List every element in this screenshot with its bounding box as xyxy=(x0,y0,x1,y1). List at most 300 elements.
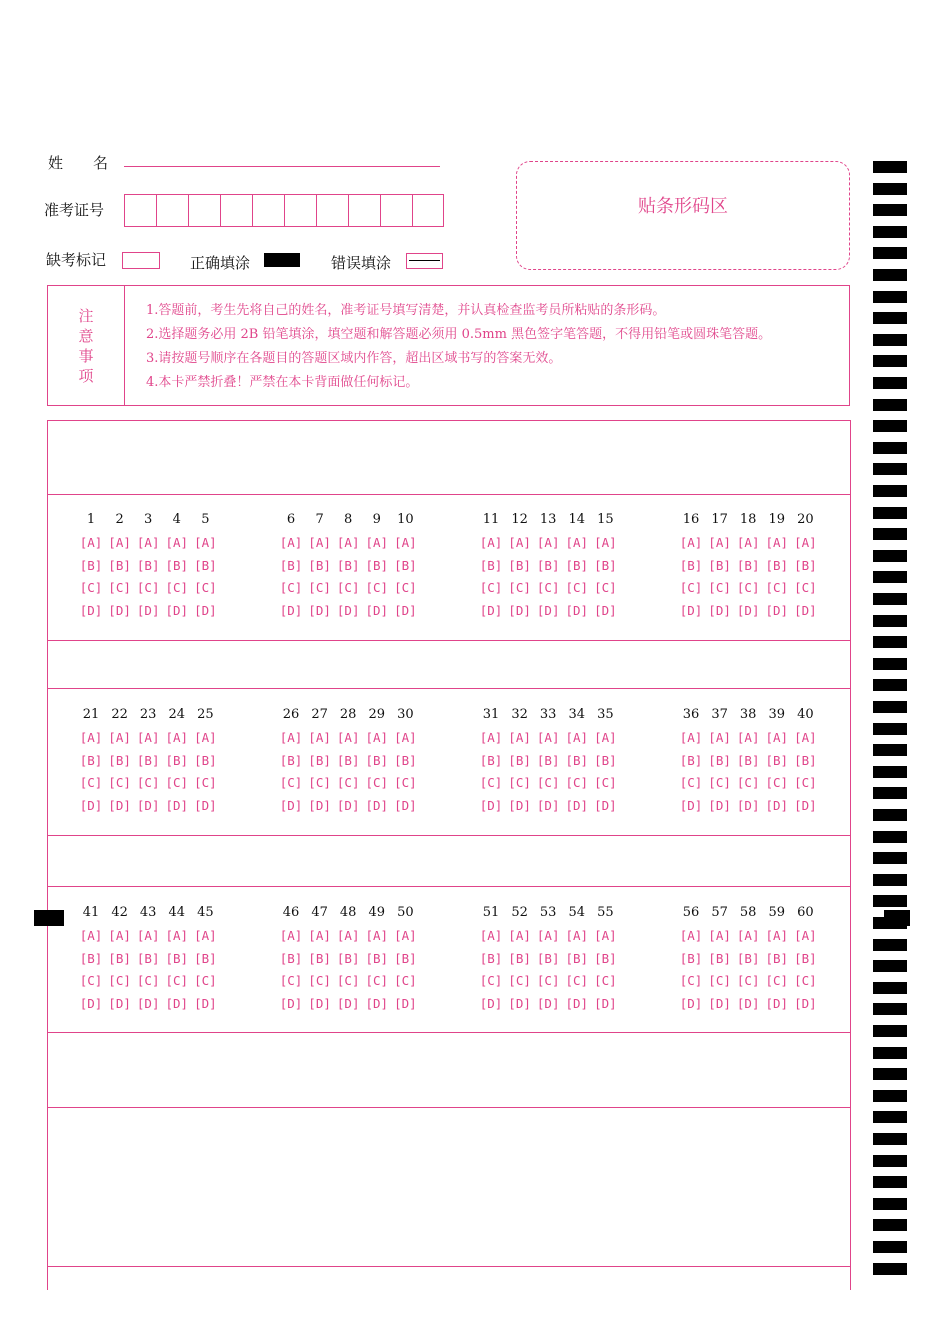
timing-mark xyxy=(873,809,907,821)
answer-option[interactable]: [C] xyxy=(736,973,760,988)
answer-option[interactable]: [C] xyxy=(136,775,160,790)
answer-option[interactable]: [D] xyxy=(194,995,217,1011)
answer-option[interactable]: [D] xyxy=(594,797,617,813)
answer-option[interactable]: [A] xyxy=(479,535,503,550)
answer-option[interactable]: [A] xyxy=(794,535,817,550)
answer-option[interactable]: [C] xyxy=(508,775,531,790)
answer-option[interactable]: [A] xyxy=(794,730,817,745)
answer-option[interactable]: [A] xyxy=(136,928,160,943)
notice-title xyxy=(48,306,124,386)
answer-option[interactable]: [A] xyxy=(708,928,731,943)
question-number: 35 xyxy=(597,707,614,722)
name-field[interactable] xyxy=(124,166,440,167)
answer-option[interactable]: [A] xyxy=(194,535,217,550)
question-number: 18 xyxy=(739,512,757,527)
answer-option[interactable]: [B] xyxy=(594,950,617,966)
answer-option[interactable]: [A] xyxy=(108,535,131,550)
question-number: 23 xyxy=(139,707,157,722)
answer-option[interactable]: [A] xyxy=(794,928,817,943)
answer-option[interactable]: [C] xyxy=(594,973,617,988)
answer-option[interactable]: [C] xyxy=(194,973,217,988)
answer-option[interactable]: [A] xyxy=(394,928,417,943)
answer-option[interactable]: [C] xyxy=(79,973,103,988)
answer-option[interactable]: [B] xyxy=(79,950,103,966)
question-number: 20 xyxy=(797,512,814,527)
question-number: 46 xyxy=(282,905,300,920)
answer-option[interactable]: [B] xyxy=(336,557,360,573)
answer-option[interactable]: [A] xyxy=(508,535,531,550)
answer-option[interactable]: [D] xyxy=(165,995,189,1011)
answer-option[interactable]: [C] xyxy=(794,580,817,595)
answer-option[interactable]: [D] xyxy=(165,797,189,813)
answer-option[interactable]: [C] xyxy=(736,580,760,595)
answer-option[interactable]: [A] xyxy=(136,730,160,745)
answer-option[interactable]: [A] xyxy=(536,730,560,745)
timing-mark xyxy=(873,701,907,713)
answer-option[interactable]: [D] xyxy=(365,995,389,1011)
answer-option[interactable]: [D] xyxy=(508,995,531,1011)
id-label: 准考证号 xyxy=(44,201,105,219)
answer-option[interactable]: [D] xyxy=(136,602,160,618)
answer-option[interactable]: [A] xyxy=(394,730,417,745)
answer-option[interactable]: [B] xyxy=(736,752,760,768)
answer-option[interactable]: [A] xyxy=(194,730,217,745)
question-number: 13 xyxy=(539,512,557,527)
answer-option[interactable]: [C] xyxy=(565,580,589,595)
id-digit-cell[interactable] xyxy=(349,195,381,226)
answer-option[interactable]: [B] xyxy=(794,950,817,966)
answer-option[interactable]: [A] xyxy=(394,535,417,550)
answer-option[interactable]: [B] xyxy=(136,950,160,966)
answer-option[interactable]: [D] xyxy=(736,797,760,813)
answer-option[interactable]: [A] xyxy=(165,730,189,745)
answer-option[interactable]: [B] xyxy=(594,752,617,768)
question-number: 59 xyxy=(768,905,786,920)
barcode-area xyxy=(516,161,850,270)
answer-option[interactable]: [D] xyxy=(536,995,560,1011)
answer-option[interactable]: [C] xyxy=(594,580,617,595)
timing-mark xyxy=(873,1241,907,1253)
answer-option[interactable]: [B] xyxy=(479,752,503,768)
id-digit-cell[interactable] xyxy=(125,195,157,226)
answer-option[interactable]: [C] xyxy=(679,973,703,988)
answer-option[interactable]: [C] xyxy=(794,973,817,988)
answer-option[interactable]: [A] xyxy=(594,535,617,550)
question-number: 7 xyxy=(315,512,324,527)
answer-option[interactable]: [B] xyxy=(794,557,817,573)
answer-option[interactable]: [B] xyxy=(708,752,731,768)
question-number: 53 xyxy=(539,905,557,920)
answer-option[interactable]: [D] xyxy=(308,602,331,618)
answer-option[interactable]: [C] xyxy=(394,973,417,988)
answer-option[interactable]: [C] xyxy=(336,580,360,595)
answer-option[interactable]: [C] xyxy=(365,775,389,790)
answer-option[interactable]: [B] xyxy=(308,950,331,966)
answer-option[interactable]: [C] xyxy=(308,775,331,790)
question-number: 14 xyxy=(568,512,586,527)
answer-option[interactable]: [D] xyxy=(336,602,360,618)
answer-option[interactable]: [C] xyxy=(279,580,303,595)
answer-option[interactable]: [B] xyxy=(308,752,331,768)
answer-option[interactable]: [A] xyxy=(536,535,560,550)
answer-option[interactable]: [B] xyxy=(679,557,703,573)
answer-option[interactable]: [C] xyxy=(708,580,731,595)
timing-mark xyxy=(873,831,907,843)
answer-option[interactable]: [D] xyxy=(679,602,703,618)
answer-option[interactable]: [A] xyxy=(79,928,103,943)
answer-option[interactable]: [B] xyxy=(279,752,303,768)
answer-option[interactable]: [A] xyxy=(765,928,789,943)
answer-option[interactable]: [D] xyxy=(765,602,789,618)
answer-option[interactable]: [C] xyxy=(594,775,617,790)
answer-option[interactable]: [D] xyxy=(194,797,217,813)
answer-option[interactable]: [D] xyxy=(394,995,417,1011)
answer-option[interactable]: [B] xyxy=(165,752,189,768)
answer-option[interactable]: [B] xyxy=(794,752,817,768)
timing-mark xyxy=(873,636,907,648)
timing-mark xyxy=(873,766,907,778)
answer-option[interactable]: [C] xyxy=(508,973,531,988)
question-number: 1 xyxy=(86,512,96,527)
correct-fill-sample xyxy=(264,253,300,267)
answer-option[interactable]: [C] xyxy=(765,580,789,595)
answer-option[interactable]: [B] xyxy=(394,950,417,966)
answer-option[interactable]: [A] xyxy=(594,730,617,745)
question-number: 60 xyxy=(797,905,814,920)
answer-option[interactable]: [B] xyxy=(79,557,103,573)
answer-option[interactable]: [D] xyxy=(708,797,731,813)
answer-option[interactable]: [B] xyxy=(394,557,417,573)
answer-option[interactable]: [C] xyxy=(79,580,103,595)
answer-option[interactable]: [B] xyxy=(394,752,417,768)
answer-option[interactable]: [B] xyxy=(736,950,760,966)
answer-option[interactable]: [B] xyxy=(508,752,531,768)
answer-option[interactable]: [A] xyxy=(165,535,189,550)
answer-option[interactable]: [C] xyxy=(79,775,103,790)
answer-option[interactable]: [C] xyxy=(365,973,389,988)
answer-option[interactable]: [C] xyxy=(479,580,503,595)
question-number: 12 xyxy=(511,512,528,527)
question-number: 50 xyxy=(397,905,414,920)
answer-option[interactable]: [C] xyxy=(279,775,303,790)
answer-option[interactable]: [D] xyxy=(108,995,131,1011)
id-number-boxes[interactable] xyxy=(124,194,444,227)
answer-option[interactable]: [B] xyxy=(365,752,389,768)
answer-option[interactable]: [B] xyxy=(479,950,503,966)
answer-option[interactable]: [D] xyxy=(565,797,589,813)
answer-option[interactable]: [B] xyxy=(336,950,360,966)
answer-option[interactable]: [A] xyxy=(765,730,789,745)
answer-option[interactable]: [A] xyxy=(736,730,760,745)
notice-item: 1.答题前，考生先将自己的姓名，准考证号填写清楚，并认真检查监考员所粘贴的条形码。 xyxy=(146,303,666,318)
answer-option[interactable]: [A] xyxy=(308,535,331,550)
timing-mark xyxy=(873,1219,907,1231)
answer-option[interactable]: [B] xyxy=(365,950,389,966)
answer-option[interactable]: [A] xyxy=(336,535,360,550)
answer-option[interactable]: [A] xyxy=(308,928,331,943)
answer-option[interactable]: [C] xyxy=(765,775,789,790)
notice-box xyxy=(47,285,850,406)
answer-option[interactable]: [C] xyxy=(565,973,589,988)
answer-option[interactable]: [B] xyxy=(765,557,789,573)
answer-option[interactable]: [B] xyxy=(508,950,531,966)
answer-option[interactable]: [A] xyxy=(308,730,331,745)
answer-option[interactable]: [D] xyxy=(736,602,760,618)
id-digit-cell[interactable] xyxy=(381,195,413,226)
answer-option[interactable]: [B] xyxy=(165,557,189,573)
answer-option[interactable]: [B] xyxy=(565,752,589,768)
answer-option[interactable]: [D] xyxy=(108,797,131,813)
answer-option[interactable]: [A] xyxy=(479,730,503,745)
answer-option[interactable]: [C] xyxy=(194,775,217,790)
answer-option[interactable]: [D] xyxy=(394,797,417,813)
answer-option[interactable]: [C] xyxy=(508,580,531,595)
answer-option[interactable]: [A] xyxy=(336,730,360,745)
answer-option[interactable]: [D] xyxy=(765,797,789,813)
answer-option[interactable]: [C] xyxy=(565,775,589,790)
answer-option[interactable]: [C] xyxy=(394,580,417,595)
answer-option[interactable]: [D] xyxy=(136,995,160,1011)
answer-option[interactable]: [C] xyxy=(394,775,417,790)
absent-mark-box[interactable] xyxy=(122,252,160,269)
timing-mark xyxy=(873,895,907,907)
answer-option[interactable]: [A] xyxy=(565,928,589,943)
answer-option[interactable]: [D] xyxy=(479,995,503,1011)
answer-option[interactable]: [A] xyxy=(336,928,360,943)
answer-option[interactable]: [C] xyxy=(308,580,331,595)
answer-option[interactable]: [D] xyxy=(394,602,417,618)
question-number: 16 xyxy=(682,512,700,527)
question-number: 11 xyxy=(482,512,500,527)
answer-option[interactable]: [C] xyxy=(165,580,189,595)
answer-option[interactable]: [C] xyxy=(679,775,703,790)
answer-option[interactable]: [B] xyxy=(165,950,189,966)
answer-option[interactable]: [B] xyxy=(194,950,217,966)
answer-option[interactable]: [B] xyxy=(108,752,131,768)
answer-option[interactable]: [C] xyxy=(108,973,131,988)
answer-option[interactable]: [C] xyxy=(308,973,331,988)
answer-option[interactable]: [D] xyxy=(365,602,389,618)
answer-option[interactable]: [B] xyxy=(479,557,503,573)
answer-option[interactable]: [D] xyxy=(679,995,703,1011)
timing-mark xyxy=(873,183,907,195)
timing-mark xyxy=(873,550,907,562)
answer-option[interactable]: [B] xyxy=(679,752,703,768)
answer-option[interactable]: [A] xyxy=(594,928,617,943)
answer-option[interactable]: [D] xyxy=(508,797,531,813)
answer-option[interactable]: [D] xyxy=(536,602,560,618)
answer-option[interactable]: [A] xyxy=(279,928,303,943)
answer-option[interactable]: [D] xyxy=(708,602,731,618)
answer-option[interactable]: [B] xyxy=(708,950,731,966)
answer-option[interactable]: [B] xyxy=(679,950,703,966)
timing-mark xyxy=(873,571,907,583)
answer-option[interactable]: [C] xyxy=(194,580,217,595)
answer-option[interactable]: [C] xyxy=(536,580,560,595)
answer-option[interactable]: [B] xyxy=(536,950,560,966)
answer-option[interactable]: [A] xyxy=(708,730,731,745)
answer-option[interactable]: [C] xyxy=(108,775,131,790)
notice-item: 3.请按题号顺序在各题目的答题区域内作答，超出区域书写的答案无效。 xyxy=(146,351,562,366)
answer-option[interactable]: [D] xyxy=(194,602,217,618)
answer-option[interactable]: [C] xyxy=(736,775,760,790)
answer-option[interactable]: [D] xyxy=(308,797,331,813)
answer-option[interactable]: [A] xyxy=(365,535,389,550)
answer-option[interactable]: [C] xyxy=(479,775,503,790)
answer-option[interactable]: [B] xyxy=(308,557,331,573)
answer-option[interactable]: [D] xyxy=(565,602,589,618)
answer-option[interactable]: [D] xyxy=(594,995,617,1011)
answer-option[interactable]: [C] xyxy=(165,775,189,790)
id-digit-cell[interactable] xyxy=(157,195,189,226)
answer-option[interactable]: [C] xyxy=(108,580,131,595)
answer-option[interactable]: [D] xyxy=(765,995,789,1011)
answer-option[interactable]: [C] xyxy=(708,775,731,790)
answer-option[interactable]: [D] xyxy=(794,995,817,1011)
answer-option[interactable]: [D] xyxy=(165,602,189,618)
answer-option[interactable]: [D] xyxy=(365,797,389,813)
answer-option[interactable]: [B] xyxy=(565,950,589,966)
timing-mark xyxy=(873,874,907,886)
answer-option[interactable]: [C] xyxy=(136,973,160,988)
answer-option[interactable]: [A] xyxy=(679,535,703,550)
answer-option[interactable]: [A] xyxy=(279,730,303,745)
answer-option[interactable]: [C] xyxy=(365,580,389,595)
answer-option[interactable]: [B] xyxy=(79,752,103,768)
answer-option[interactable]: [D] xyxy=(536,797,560,813)
answer-option[interactable]: [D] xyxy=(336,797,360,813)
answer-option[interactable]: [D] xyxy=(79,797,103,813)
answer-option[interactable]: [D] xyxy=(736,995,760,1011)
answer-option[interactable]: [A] xyxy=(565,535,589,550)
answer-option[interactable]: [A] xyxy=(194,928,217,943)
answer-option[interactable]: [D] xyxy=(279,797,303,813)
answer-option[interactable]: [B] xyxy=(536,557,560,573)
id-digit-cell[interactable] xyxy=(253,195,285,226)
timing-mark xyxy=(873,442,907,454)
answer-option[interactable]: [A] xyxy=(79,730,103,745)
answer-option[interactable]: [D] xyxy=(79,995,103,1011)
answer-option[interactable]: [C] xyxy=(765,973,789,988)
answer-option[interactable]: [A] xyxy=(79,535,103,550)
id-digit-cell[interactable] xyxy=(221,195,253,226)
answer-option[interactable]: [C] xyxy=(479,973,503,988)
question-number: 5 xyxy=(201,512,210,527)
answer-option[interactable]: [B] xyxy=(536,752,560,768)
answer-option[interactable]: [D] xyxy=(336,995,360,1011)
question-number: 52 xyxy=(511,905,528,920)
answer-option[interactable]: [B] xyxy=(194,752,217,768)
answer-option[interactable]: [A] xyxy=(508,928,531,943)
answer-option[interactable]: [B] xyxy=(594,557,617,573)
answer-option[interactable]: [B] xyxy=(736,557,760,573)
timing-mark xyxy=(873,1003,907,1015)
answer-option[interactable]: [D] xyxy=(136,797,160,813)
answer-option[interactable]: [D] xyxy=(594,602,617,618)
answer-option[interactable]: [D] xyxy=(708,995,731,1011)
id-digit-cell[interactable] xyxy=(285,195,317,226)
answer-option[interactable]: [C] xyxy=(279,973,303,988)
answer-option[interactable]: [D] xyxy=(508,602,531,618)
answer-option[interactable]: [D] xyxy=(679,797,703,813)
answer-option[interactable]: [D] xyxy=(308,995,331,1011)
answer-option[interactable]: [A] xyxy=(479,928,503,943)
answer-option[interactable]: [B] xyxy=(336,752,360,768)
id-digit-cell[interactable] xyxy=(189,195,221,226)
answer-option[interactable]: [A] xyxy=(136,535,160,550)
answer-option[interactable]: [D] xyxy=(794,797,817,813)
answer-option[interactable]: [B] xyxy=(279,557,303,573)
timing-mark xyxy=(873,204,907,216)
wrong-fill-sample xyxy=(406,253,443,269)
question-number: 6 xyxy=(286,512,296,527)
answer-option[interactable]: [A] xyxy=(365,730,389,745)
answer-option[interactable]: [D] xyxy=(565,995,589,1011)
answer-option[interactable]: [C] xyxy=(794,775,817,790)
answer-option[interactable]: [B] xyxy=(108,950,131,966)
answer-option[interactable]: [C] xyxy=(708,973,731,988)
answer-option[interactable]: [A] xyxy=(708,535,731,550)
question-number: 8 xyxy=(344,512,353,527)
question-number: 33 xyxy=(539,707,557,722)
answer-option[interactable]: [B] xyxy=(765,950,789,966)
answer-option[interactable]: [D] xyxy=(108,602,131,618)
timing-mark xyxy=(873,161,907,173)
answer-option[interactable]: [D] xyxy=(279,995,303,1011)
answer-option[interactable]: [B] xyxy=(194,557,217,573)
answer-option[interactable]: [A] xyxy=(679,928,703,943)
answer-option[interactable]: [A] xyxy=(108,928,131,943)
answer-option[interactable]: [D] xyxy=(479,797,503,813)
answer-option[interactable]: [B] xyxy=(565,557,589,573)
answer-option[interactable]: [A] xyxy=(365,928,389,943)
answer-option[interactable]: [A] xyxy=(279,535,303,550)
answer-option[interactable]: [B] xyxy=(765,752,789,768)
answer-option[interactable]: [C] xyxy=(165,973,189,988)
answer-option[interactable]: [C] xyxy=(336,775,360,790)
answer-option[interactable]: [B] xyxy=(136,752,160,768)
answer-option[interactable]: [A] xyxy=(565,730,589,745)
answer-option[interactable]: [A] xyxy=(736,535,760,550)
answer-option[interactable]: [A] xyxy=(679,730,703,745)
answer-option[interactable]: [C] xyxy=(536,973,560,988)
answer-option[interactable]: [C] xyxy=(136,580,160,595)
answer-option[interactable]: [B] xyxy=(136,557,160,573)
answer-option[interactable]: [D] xyxy=(479,602,503,618)
answer-option[interactable]: [A] xyxy=(508,730,531,745)
answer-option[interactable]: [A] xyxy=(165,928,189,943)
answer-option[interactable]: [A] xyxy=(108,730,131,745)
answer-option[interactable]: [C] xyxy=(536,775,560,790)
answer-option[interactable]: [D] xyxy=(279,602,303,618)
answer-option[interactable]: [C] xyxy=(336,973,360,988)
answer-option[interactable]: [B] xyxy=(279,950,303,966)
answer-option[interactable]: [B] xyxy=(108,557,131,573)
answer-option[interactable]: [A] xyxy=(765,535,789,550)
timing-mark xyxy=(873,960,907,972)
question-number: 34 xyxy=(568,707,586,722)
answer-option[interactable]: [D] xyxy=(794,602,817,618)
answer-option[interactable]: [B] xyxy=(365,557,389,573)
timing-mark xyxy=(873,463,907,475)
answer-option[interactable]: [A] xyxy=(736,928,760,943)
answer-option[interactable]: [B] xyxy=(508,557,531,573)
id-digit-cell[interactable] xyxy=(317,195,349,226)
answer-option[interactable]: [C] xyxy=(679,580,703,595)
answer-option[interactable]: [D] xyxy=(79,602,103,618)
answer-option[interactable]: [A] xyxy=(536,928,560,943)
answer-option[interactable]: [B] xyxy=(708,557,731,573)
